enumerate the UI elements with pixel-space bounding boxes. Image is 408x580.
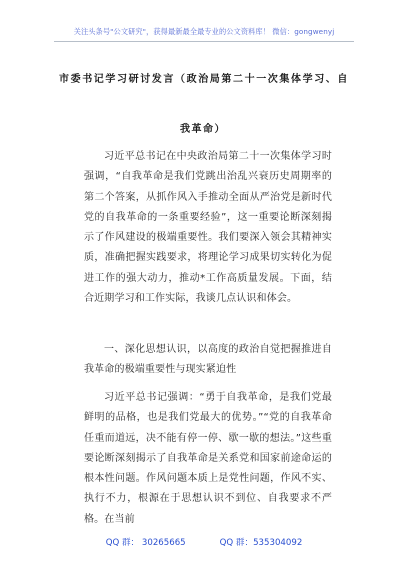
section-heading: 一、深化思想认识，以高度的政治自觉把握推进自我革命的极端重要性与现实紧迫性 <box>84 344 332 376</box>
document-title: 市委书记学习研讨发言（政治局第二十一次集体学习、自 <box>59 74 349 85</box>
footer-qq-group-2: QQ 群：535304092 <box>219 538 303 548</box>
header-divider <box>54 41 354 42</box>
body-paragraph: 习近平总书记强调：“勇于自我革命，是我们党最鲜明的品格，也是我们党最大的优势。”“党的自我革命任重而道远，决不能有停一停、歇一歇的想法。”这些重要论断深刻揭示了自我革命是关系党和国家前途命运的根本性问题。作风问题本质上是党性问题，作风不实、执行不力，根源在于思想认识不到位、自我要求不严格。在当前 <box>84 392 332 525</box>
footer-contact <box>0 536 408 548</box>
header-notice: 关注头条号"公文研究"，获得最新最全最专业的公文资料库！ 微信：gongwenyj <box>73 27 335 36</box>
document-title-continued: 我革命） <box>180 124 226 135</box>
body-paragraph: 习近平总书记在中央政治局第二十一次集体学习时强调，“自我革命是我们党跳出治乱兴衰历史周期率的第二个答案，从抓作风入手推动全面从严治党是新时代党的自我革命的一条重要经验”，这一重要论断深刻揭示了作风建设的极端重要性。我们要深入领会其精神实质，准确把握实践要求，将理论学习成果切实转化为促进工作的强大动力，推动*工作高质量发展。下面，结合近期学习和工作实际，我谈几点认识和体会。 <box>84 151 332 305</box>
footer-qq-group-1: QQ 群： 30265665 <box>105 538 186 548</box>
